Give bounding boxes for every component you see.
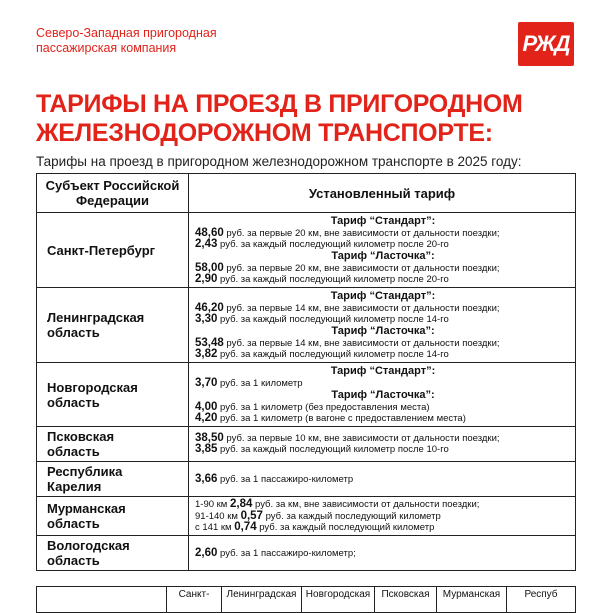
price-value: 2,90: [195, 272, 218, 285]
bottom-header-cell: Мурманская: [437, 587, 507, 613]
page-subtitle: Тарифы на проезд в пригородном железнодорожном транспорте в 2025 году:: [36, 154, 522, 169]
region-cell: [37, 462, 189, 497]
price-description: руб. за первые 14 км, вне зависимости от дальности поездки;: [223, 302, 500, 314]
tariff-line: [195, 433, 571, 444]
region-name-line1: Санкт-Петербург: [47, 242, 156, 258]
tariff-table: [36, 173, 576, 571]
price-description: руб. за каждый последующий километр: [262, 510, 441, 522]
header-region-line1: Субъект Российской: [45, 178, 180, 193]
price-value: 46,20: [195, 301, 224, 314]
tariff-line: [195, 413, 571, 424]
region-name-line1: Ленинградская: [47, 310, 145, 326]
tariff-detail-cell: [189, 213, 576, 288]
price-description: руб. за 1 пассажиро-километр: [217, 473, 354, 485]
tariff-line: [195, 338, 571, 349]
price-description: руб. за 1 километр (в вагоне с предоставлением места): [217, 412, 466, 424]
price-value: 4,00: [195, 400, 218, 413]
tariff-table-header-row: [37, 174, 576, 213]
region-name-line1: Мурманская: [47, 501, 126, 517]
price-value: 53,48: [195, 336, 224, 349]
price-value: 2,43: [195, 237, 218, 250]
tariff-line: [195, 548, 571, 559]
rzd-logo: [518, 22, 574, 66]
price-value: 0,57: [240, 509, 263, 522]
page-title-line2: ЖЕЛЕЗНОДОРОЖНОМ ТРАНСПОРТЕ:: [36, 119, 493, 147]
distance-range: 1-90 км: [195, 499, 230, 511]
company-name: [36, 26, 217, 56]
table-row: [37, 536, 576, 571]
company-name-line2: пассажирская компания: [36, 41, 177, 55]
tariff-line: [195, 378, 571, 389]
price-description: руб. за км, вне зависимости от дальности поездки;: [252, 499, 480, 511]
tariff-detail-cell: [189, 363, 576, 427]
tariff-name: Тариф “Стандарт”:: [330, 215, 436, 227]
region-cell: [37, 427, 189, 462]
region-name-line2: область: [47, 325, 100, 341]
region-cell: [37, 288, 189, 363]
bottom-header-cell: Респуб: [507, 587, 576, 613]
tariff-line: [195, 314, 571, 325]
region-name-line2: область: [47, 394, 100, 410]
table-row: [37, 427, 576, 462]
price-description: руб. за первые 10 км, вне зависимости от дальности поездки;: [223, 432, 500, 444]
price-value: 3,66: [195, 472, 218, 485]
price-description: руб. за каждый последующий километр после 14-го: [217, 313, 449, 325]
region-name-line1: Новгородская: [47, 379, 138, 395]
region-name-line1: Республика: [47, 464, 123, 480]
price-description: руб. за каждый последующий километр после 20-го: [217, 273, 449, 285]
price-value: 58,00: [195, 261, 224, 274]
tariff-name: Тариф “Ласточка”:: [331, 389, 435, 402]
tariff-line: [195, 349, 571, 360]
tariff-detail-cell: [189, 536, 576, 571]
tariff-line: [195, 274, 571, 285]
price-value: 3,85: [195, 443, 218, 456]
price-value: 3,30: [195, 312, 218, 325]
bottom-header-cell: Псковская: [375, 587, 437, 613]
price-description: руб. за 1 километр (без предоставления места): [217, 401, 430, 413]
table-row: [37, 288, 576, 363]
tariff-line: [195, 239, 571, 250]
rzd-logo-text: РЖД: [522, 31, 570, 56]
table-row: [37, 213, 576, 288]
price-value: 48,60: [195, 226, 224, 239]
price-description: руб. за 1 километр: [217, 377, 303, 389]
table-row: [37, 497, 576, 536]
tariff-line: [195, 228, 571, 239]
tariff-table-body: [37, 213, 576, 571]
region-name-line2: область: [47, 444, 100, 460]
tariff-line: [195, 444, 571, 455]
price-description: руб. за первые 14 км, вне зависимости от дальности поездки;: [223, 337, 500, 349]
region-name-line2: Карелия: [47, 479, 102, 495]
price-description: руб. за каждый последующий километр после 10-го: [217, 444, 449, 456]
region-cell: [37, 363, 189, 427]
tariff-line: [195, 402, 571, 413]
price-description: руб. за первые 20 км, вне зависимости от дальности поездки;: [223, 262, 500, 274]
company-name-line1: Северо-Западная пригородная: [36, 26, 217, 40]
region-name-line2: область: [47, 553, 100, 569]
price-description: руб. за каждый последующий километр после 20-го: [217, 238, 449, 250]
bottom-header-cell: Новгородская: [302, 587, 375, 613]
tariff-name: Тариф “Стандарт”:: [330, 290, 436, 303]
header-region-line2: Федерации: [76, 193, 149, 208]
tariff-detail-cell: [189, 497, 576, 536]
bottom-header-cell: Санкт-: [167, 587, 222, 613]
header-region: [37, 174, 189, 213]
price-value: 3,70: [195, 376, 218, 389]
tariff-line: [195, 263, 571, 274]
region-cell: [37, 497, 189, 536]
distance-range: 91-140 км: [195, 510, 241, 522]
distance-range: с 141 км: [195, 521, 235, 533]
tariff-detail-cell: [189, 288, 576, 363]
tariff-line: [195, 303, 571, 314]
region-cell: [37, 536, 189, 571]
price-value: 3,82: [195, 348, 218, 361]
price-value: 0,74: [234, 520, 257, 533]
tariff-line: [195, 474, 571, 485]
header-tariff: Установленный тариф: [189, 174, 576, 213]
tariff-name: Тариф “Ласточка”:: [331, 325, 435, 338]
price-description: руб. за первые 20 км, вне зависимости от дальности поездки;: [223, 227, 500, 239]
price-description: руб. за каждый последующий километр после 14-го: [217, 349, 449, 361]
page-title: [36, 90, 576, 148]
region-name-line1: Псковская: [47, 429, 115, 445]
region-cell: [37, 213, 189, 288]
tariff-line: [195, 522, 571, 533]
table-row: [37, 462, 576, 497]
price-description: руб. за каждый последующий километр: [256, 521, 435, 533]
tariff-name: Тариф “Стандарт”:: [330, 365, 436, 378]
table-row: [37, 363, 576, 427]
price-value: 4,20: [195, 411, 218, 424]
region-name-line2: область: [47, 516, 100, 532]
price-value: 38,50: [195, 431, 224, 444]
bottom-header-cell: Ленинградская: [222, 587, 302, 613]
price-value: 2,60: [195, 546, 218, 559]
price-description: руб. за 1 пассажиро-километр;: [217, 547, 356, 559]
tariff-name: Тариф “Ласточка”:: [331, 250, 435, 263]
price-value: 2,84: [229, 498, 253, 511]
region-name-line1: Вологодская: [47, 538, 130, 554]
page-title-line1: ТАРИФЫ НА ПРОЕЗД В ПРИГОРОДНОМ: [36, 90, 523, 118]
tariff-detail-cell: [189, 462, 576, 497]
tariff-detail-cell: [189, 427, 576, 462]
